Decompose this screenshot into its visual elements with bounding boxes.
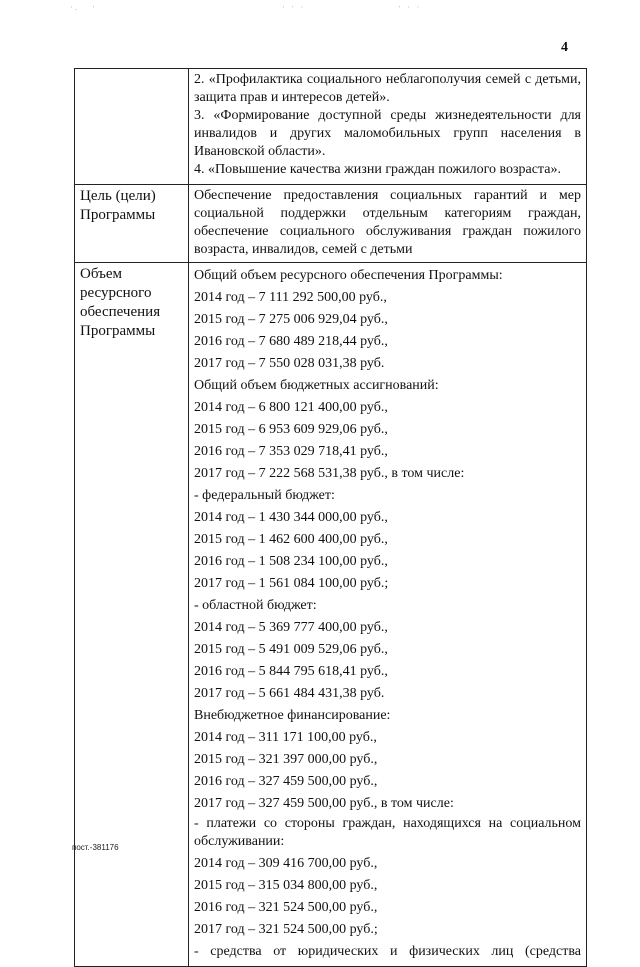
table-row-funding [75,263,587,967]
funding-line: 2014 год – 309 416 700,00 руб., [194,856,378,871]
subprogram-list-cell [189,69,587,185]
funding-line: 2015 год – 7 275 006 929,04 руб., [194,312,388,327]
page-number: 4 [561,40,568,55]
funding-line: 2014 год – 1 430 344 000,00 руб., [194,510,388,525]
funding-line: 2015 год – 321 397 000,00 руб., [194,752,378,767]
funding-line: 2017 год – 327 459 500,00 руб., в том числе: [194,796,454,811]
subprogram-item: 4. «Повышение качества жизни граждан пожилого возраста». [194,162,561,177]
funding-line: 2014 год – 5 369 777 400,00 руб., [194,620,388,635]
funding-label: Объем ресурсного обеспечения Программы [75,263,189,967]
funding-line: 2015 год – 6 953 609 929,06 руб., [194,422,388,437]
goal-label: Цель (цели) Программы [75,185,189,263]
subprogram-item: 2. «Профилактика социального неблагополучия семей с детьми, защита прав и интересов детей». [194,72,581,105]
funding-line: 2017 год – 1 561 084 100,00 руб.; [194,576,389,591]
subprogram-item: 3. «Формирование доступной среды жизнедеятельности для инвалидов и других маломобильных групп населения в Ивановской области». [194,108,581,159]
funding-line: Общий объем бюджетных ассигнований: [194,378,439,393]
funding-line: 2015 год – 5 491 009 529,06 руб., [194,642,388,657]
funding-line: 2017 год – 7 222 568 531,38 руб., в том числе: [194,466,465,481]
funding-line: 2016 год – 7 353 029 718,41 руб., [194,444,388,459]
funding-line: - платежи со стороны граждан, находящихся на социальном обслуживании: [194,816,581,849]
goal-text: Обеспечение предоставления социальных гарантий и мер социальной поддержки отдельным категориям граждан, обеспечение социального обслуживания граждан пожилого возраста, инвалидов, семей с детьми [189,185,587,263]
funding-line: 2017 год – 321 524 500,00 руб.; [194,922,378,937]
program-passport-table [74,68,587,967]
funding-line: 2014 год – 6 800 121 400,00 руб., [194,400,388,415]
funding-line: Внебюджетное финансирование: [194,708,391,723]
funding-line: 2015 год – 315 034 800,00 руб., [194,878,378,893]
funding-line: - областной бюджет: [194,598,317,613]
table-row-subprograms [75,69,587,185]
funding-line: - федеральный бюджет: [194,488,335,503]
funding-line: 2016 год – 327 459 500,00 руб., [194,774,378,789]
empty-label-cell [75,69,189,185]
scan-artifact: ‧ · · [398,2,422,12]
document-code: пост.-381176 [72,843,119,852]
scan-artifact: ·. ‧ [70,2,97,12]
funding-line: 2015 год – 1 462 600 400,00 руб., [194,532,388,547]
scan-artifact: · ‧ · [282,2,306,12]
funding-line: 2016 год – 5 844 795 618,41 руб., [194,664,388,679]
table-row-goal [75,185,587,263]
funding-line: 2016 год – 7 680 489 218,44 руб., [194,334,388,349]
funding-line: Общий объем ресурсного обеспечения Программы: [194,268,503,283]
funding-line: - средства от юридических и физических лиц (средства [194,944,581,959]
funding-details-cell [189,263,587,967]
funding-line: 2016 год – 1 508 234 100,00 руб., [194,554,388,569]
funding-line: 2017 год – 7 550 028 031,38 руб. [194,356,385,371]
funding-line: 2017 год – 5 661 484 431,38 руб. [194,686,385,701]
funding-line: 2014 год – 7 111 292 500,00 руб., [194,290,387,305]
funding-line: 2016 год – 321 524 500,00 руб., [194,900,378,915]
funding-line: 2014 год – 311 171 100,00 руб., [194,730,377,745]
